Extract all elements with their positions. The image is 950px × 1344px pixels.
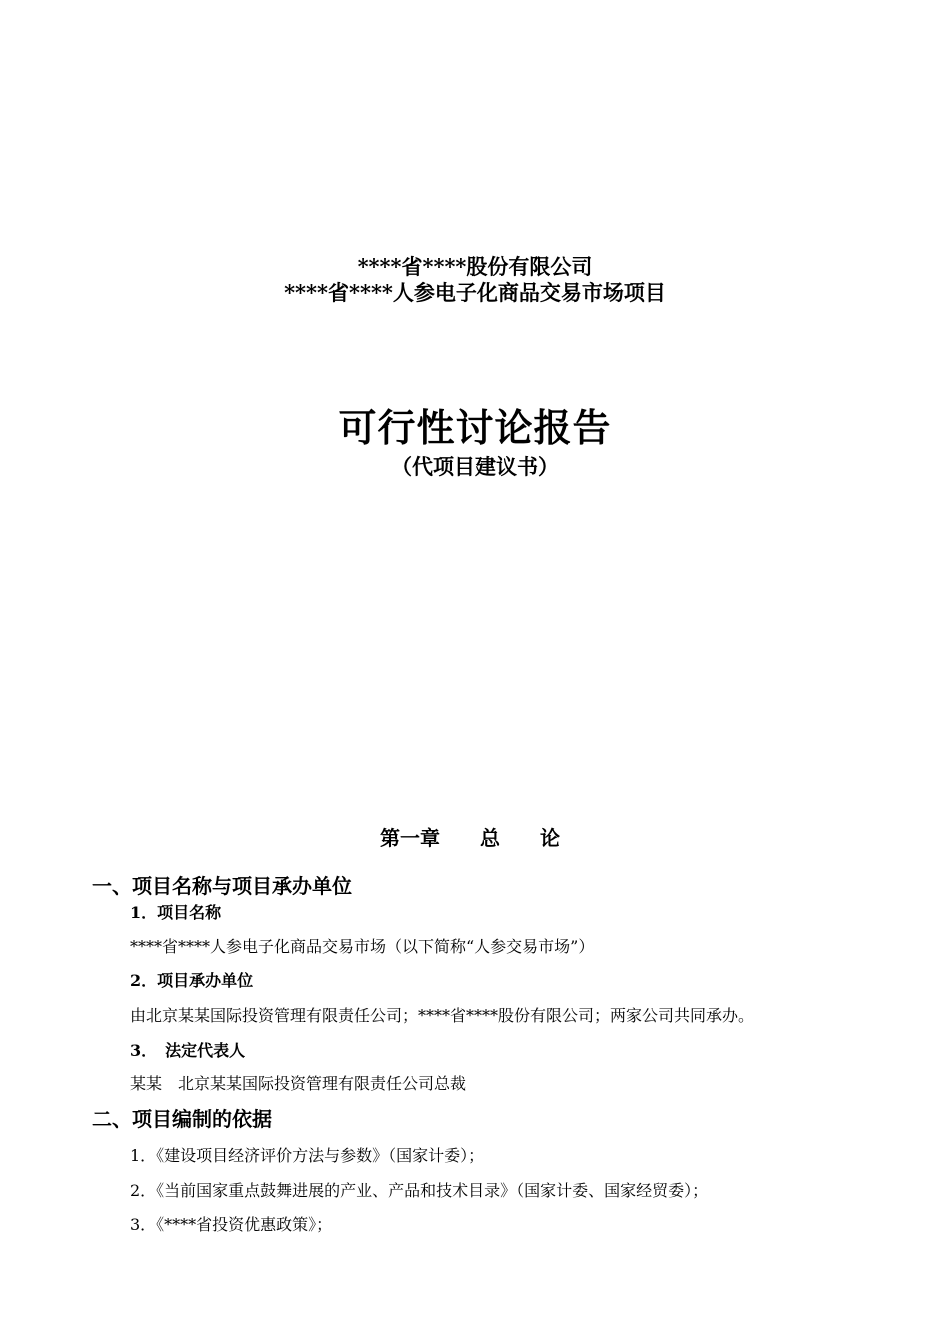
item-label-legal-rep: 3． 法定代表人 bbox=[130, 1041, 246, 1060]
item-label-organizer: 2．项目承办单位 bbox=[130, 971, 254, 990]
basis-item-3: 3．《****省投资优惠政策》； bbox=[130, 1215, 333, 1234]
cover-company: ****省****股份有限公司 bbox=[357, 254, 593, 279]
chapter-heading: 第一章 总 论 bbox=[380, 826, 560, 850]
item-text-project-name: ****省****人参电子化商品交易市场（以下简称“人参交易市场”） bbox=[130, 937, 595, 956]
basis-item-1: 1．《建设项目经济评价方法与参数》（国家计委）； bbox=[130, 1146, 485, 1165]
report-subtitle: （代项目建议书） bbox=[391, 454, 559, 479]
item-text-organizer: 由北京某某国际投资管理有限责任公司；****省****股份有限公司；两家公司共同承办。 bbox=[130, 1006, 755, 1025]
basis-item-2: 2．《当前国家重点鼓舞进展的产业、产品和技术目录》（国家计委、国家经贸委）； bbox=[130, 1181, 709, 1200]
item-text-legal-rep: 某某 北京某某国际投资管理有限责任公司总裁 bbox=[130, 1074, 467, 1093]
section-heading-1: 一、项目名称与项目承办单位 bbox=[92, 874, 352, 898]
report-title: 可行性讨论报告 bbox=[338, 405, 612, 450]
cover-project: ****省****人参电子化商品交易市场项目 bbox=[284, 280, 666, 305]
section-heading-2: 二、项目编制的依据 bbox=[92, 1107, 272, 1131]
item-label-project-name: 1．项目名称 bbox=[130, 903, 222, 922]
